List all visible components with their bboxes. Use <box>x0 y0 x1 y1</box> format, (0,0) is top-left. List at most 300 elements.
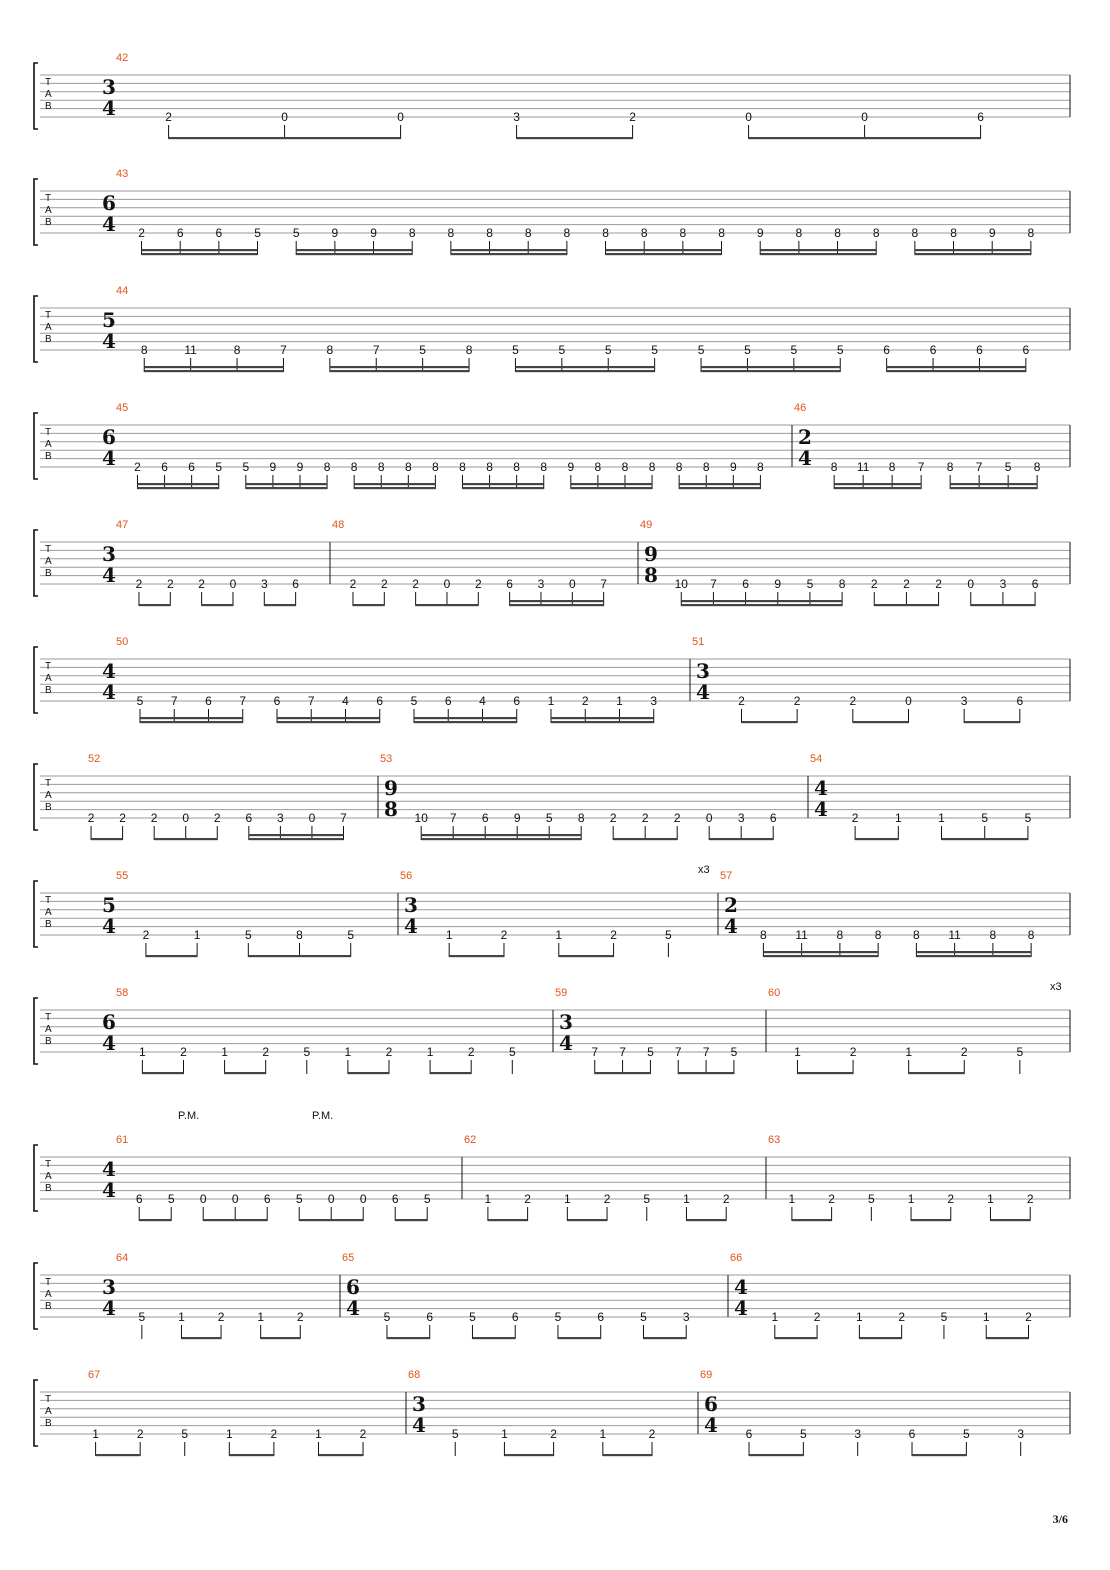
fret-number: 5 <box>697 343 705 357</box>
time-signature-top: 2 <box>798 425 812 449</box>
fret-number: 7 <box>600 577 607 591</box>
fret-number: 2 <box>738 694 745 708</box>
time-signature-top: 4 <box>814 776 828 800</box>
fret-number: 2 <box>119 811 126 825</box>
fret-number: 2 <box>870 577 878 591</box>
fret-number: 5 <box>604 343 612 357</box>
note-beam <box>261 1337 301 1339</box>
fret-number: 9 <box>567 460 575 474</box>
fret-number: 3 <box>960 694 968 708</box>
fret-number: 5 <box>138 1310 146 1324</box>
fret-number: 2 <box>722 1192 730 1206</box>
measure-number: 64 <box>116 1252 129 1264</box>
fret-number: 6 <box>215 226 223 240</box>
tab-clef-letter: T <box>45 427 52 438</box>
fret-number: 7 <box>702 1045 710 1059</box>
fret-number: 1 <box>555 928 563 942</box>
tab-clef-letter: B <box>45 802 52 813</box>
system-bracket <box>34 1145 38 1211</box>
fret-number: 9 <box>729 460 737 474</box>
measure-number: 57 <box>720 870 733 882</box>
fret-number: 7 <box>307 694 315 708</box>
fret-number: 5 <box>963 1427 970 1441</box>
tab-clef-letter: T <box>45 778 52 789</box>
fret-number: 1 <box>907 1192 915 1206</box>
fret-number: 2 <box>648 1427 656 1441</box>
fret-number: 5 <box>423 1192 431 1206</box>
fret-number: 5 <box>651 343 658 357</box>
time-signature-bottom: 4 <box>734 1296 748 1320</box>
note-beam <box>942 838 1028 840</box>
fret-number: 5 <box>167 1192 175 1206</box>
fret-number: 2 <box>947 1192 955 1206</box>
fret-number: 9 <box>331 226 339 240</box>
fret-number: 0 <box>861 110 868 124</box>
page-number: 3/6 <box>1052 1512 1068 1526</box>
tab-clef-letter: B <box>45 451 52 462</box>
note-beam <box>142 253 258 255</box>
note-beam <box>679 483 760 485</box>
fret-number: 8 <box>513 460 520 474</box>
fret-number: 6 <box>1031 577 1039 591</box>
tab-clef-letter: A <box>45 205 52 216</box>
measure-number: 46 <box>794 402 807 414</box>
fret-number: 1 <box>856 1310 863 1324</box>
time-signature-top: 3 <box>696 659 710 683</box>
note-beam <box>354 487 435 489</box>
note-beam <box>146 955 197 957</box>
tab-clef-letter: B <box>45 1183 52 1194</box>
fret-number: 3 <box>1017 1427 1025 1441</box>
note-beam <box>395 1219 427 1221</box>
measure-number: 61 <box>116 1134 129 1146</box>
fret-number: 2 <box>898 1310 906 1324</box>
measure-number: 44 <box>116 285 129 297</box>
fret-number: 5 <box>292 226 300 240</box>
fret-number: 5 <box>1004 460 1012 474</box>
tab-clef-letter: T <box>45 310 52 321</box>
note-beam <box>911 1219 951 1221</box>
fret-number: 1 <box>616 694 623 708</box>
fret-number: 5 <box>254 226 261 240</box>
note-beam <box>416 604 479 606</box>
tab-clef-letter: A <box>45 1024 52 1035</box>
fret-number: 8 <box>888 460 896 474</box>
tab-clef-letter: A <box>45 439 52 450</box>
fret-number: 2 <box>610 928 617 942</box>
note-beam <box>606 253 722 255</box>
note-beam <box>277 721 380 723</box>
measure-number: 60 <box>768 987 781 999</box>
fret-number: 5 <box>981 811 989 825</box>
note-beam <box>248 955 350 957</box>
fret-number: 7 <box>710 577 717 591</box>
fret-number: 6 <box>481 811 489 825</box>
system-bracket <box>34 413 38 479</box>
note-beam <box>603 1454 652 1456</box>
fret-number: 2 <box>135 577 143 591</box>
note-beam <box>421 838 581 840</box>
tab-clef-letter: T <box>45 1277 52 1288</box>
note-beam <box>643 1337 686 1339</box>
time-signature-top: 3 <box>102 542 116 566</box>
fret-number: 2 <box>270 1427 278 1441</box>
fret-number: 5 <box>545 811 553 825</box>
system-bracket <box>34 296 38 362</box>
note-beam <box>792 1219 832 1221</box>
note-beam <box>679 487 760 489</box>
fret-number: 6 <box>376 694 384 708</box>
tab-clef-letter: B <box>45 919 52 930</box>
fret-number: 5 <box>1024 811 1032 825</box>
fret-number: 8 <box>594 460 602 474</box>
fret-number: 6 <box>292 577 299 591</box>
fret-number: 6 <box>977 110 984 124</box>
note-beam <box>154 838 217 840</box>
note-beam <box>741 721 797 723</box>
note-beam <box>571 487 652 489</box>
note-beam <box>855 838 898 840</box>
measure-number: 48 <box>332 519 345 531</box>
fret-number: 1 <box>257 1310 265 1324</box>
fret-number: 7 <box>975 460 983 474</box>
note-beam <box>515 370 654 372</box>
note-beam <box>144 370 283 372</box>
note-beam <box>749 1454 803 1456</box>
fret-number: 8 <box>459 460 466 474</box>
note-beam <box>451 249 567 251</box>
note-beam <box>449 955 504 957</box>
fret-number: 1 <box>563 1192 571 1206</box>
note-beam <box>488 1219 528 1221</box>
fret-number: 8 <box>675 460 683 474</box>
fret-number: 8 <box>874 928 882 942</box>
note-beam <box>760 253 876 255</box>
fret-number: 5 <box>469 1310 476 1324</box>
fret-number: 8 <box>486 460 493 474</box>
time-signature-bottom: 8 <box>644 563 658 587</box>
note-beam <box>414 717 517 719</box>
fret-number: 5 <box>242 460 250 474</box>
fret-number: 6 <box>511 1310 519 1324</box>
fret-number: 7 <box>372 343 380 357</box>
fret-number: 3 <box>513 110 520 124</box>
fret-number: 1 <box>894 811 902 825</box>
note-beam <box>504 1454 553 1456</box>
tab-clef-letter: A <box>45 556 52 567</box>
fret-number: 5 <box>295 1192 303 1206</box>
note-beam <box>915 249 1031 251</box>
fret-number: 6 <box>135 1192 143 1206</box>
note-beam <box>91 838 123 840</box>
fret-number: 3 <box>737 811 745 825</box>
fret-number: 5 <box>836 343 844 357</box>
fret-number: 6 <box>205 694 212 708</box>
note-beam <box>606 249 722 251</box>
fret-number: 6 <box>513 694 521 708</box>
fret-number: 8 <box>838 577 846 591</box>
fret-number: 8 <box>950 226 957 240</box>
repeat-count: x3 <box>698 864 710 876</box>
fret-number: 2 <box>359 1427 367 1441</box>
note-beam <box>139 604 170 606</box>
note-beam <box>142 249 258 251</box>
fret-number: 5 <box>181 1427 189 1441</box>
note-beam <box>430 1072 471 1074</box>
fret-number: 8 <box>679 226 687 240</box>
note-beam <box>874 604 938 606</box>
note-beam <box>202 604 233 606</box>
note-beam <box>462 487 543 489</box>
fret-number: 8 <box>834 226 841 240</box>
time-signature-bottom: 4 <box>102 914 116 938</box>
fret-number: 6 <box>391 1192 399 1206</box>
fret-number: 8 <box>913 928 920 942</box>
time-signature-top: 6 <box>102 425 116 449</box>
fret-number: 5 <box>347 928 355 942</box>
fret-number: 8 <box>432 460 439 474</box>
fret-number: 10 <box>674 577 688 591</box>
fret-number: 8 <box>404 460 412 474</box>
fret-number: 7 <box>170 694 178 708</box>
fret-number: 7 <box>591 1045 599 1059</box>
fret-number: 1 <box>788 1192 796 1206</box>
fret-number: 5 <box>643 1192 651 1206</box>
note-beam <box>760 249 876 251</box>
fret-number: 6 <box>883 343 890 357</box>
fret-number: 10 <box>414 811 428 825</box>
note-beam <box>387 1337 430 1339</box>
note-beam <box>354 483 435 485</box>
fret-number: 5 <box>451 1427 459 1441</box>
time-signature-bottom: 4 <box>102 329 116 353</box>
fret-number: 8 <box>640 226 648 240</box>
fret-number: 0 <box>745 110 752 124</box>
fret-number: 8 <box>1033 460 1041 474</box>
note-beam <box>986 1337 1028 1339</box>
time-signature-top: 4 <box>102 1157 116 1181</box>
fret-number: 5 <box>303 1045 311 1059</box>
fret-number: 6 <box>1016 694 1024 708</box>
fret-number: 3 <box>682 1310 690 1324</box>
fret-number: 8 <box>1027 226 1035 240</box>
fret-number: 5 <box>867 1192 875 1206</box>
fret-number: 2 <box>849 694 857 708</box>
fret-number: 5 <box>558 343 566 357</box>
note-beam <box>96 1454 141 1456</box>
tab-clef-letter: T <box>45 661 52 672</box>
fret-number: 6 <box>426 1310 434 1324</box>
measure-number: 66 <box>730 1252 743 1264</box>
note-beam <box>144 366 283 368</box>
note-beam <box>834 487 921 489</box>
tab-clef-letter: B <box>45 1301 52 1312</box>
fret-number: 3 <box>650 694 658 708</box>
note-beam <box>551 721 654 723</box>
time-signature-top: 3 <box>412 1392 426 1416</box>
measure-number: 54 <box>810 753 823 765</box>
fret-number: 8 <box>326 343 334 357</box>
fret-number: 5 <box>744 343 751 357</box>
time-signature-bottom: 4 <box>814 797 828 821</box>
fret-number: 8 <box>408 226 416 240</box>
fret-number: 5 <box>640 1310 647 1324</box>
fret-number: 8 <box>621 460 629 474</box>
measure-number: 62 <box>464 1134 477 1146</box>
note-beam <box>887 370 1026 372</box>
note-beam <box>140 717 243 719</box>
fret-number: 8 <box>702 460 710 474</box>
note-beam <box>853 721 909 723</box>
measure-number: 68 <box>408 1369 421 1381</box>
fret-number: 5 <box>508 1045 516 1059</box>
note-beam <box>763 951 878 953</box>
time-signature-top: 6 <box>704 1392 718 1416</box>
fret-number: 2 <box>213 811 221 825</box>
fret-number: 5 <box>554 1310 562 1324</box>
tab-clef-letter: T <box>45 1159 52 1170</box>
note-beam <box>330 366 469 368</box>
note-beam <box>510 604 604 606</box>
fret-number: 5 <box>665 928 672 942</box>
fret-number: 2 <box>262 1045 270 1059</box>
note-beam <box>421 834 581 836</box>
note-beam <box>571 483 652 485</box>
fret-number: 5 <box>806 577 814 591</box>
fret-number: 2 <box>412 577 419 591</box>
fret-number: 5 <box>647 1045 654 1059</box>
fret-number: 0 <box>281 110 288 124</box>
time-signature-bottom: 4 <box>559 1031 573 1055</box>
measure-number: 51 <box>692 636 705 648</box>
tab-clef-letter: A <box>45 1289 52 1300</box>
note-beam <box>558 1337 601 1339</box>
fret-number: 7 <box>674 1045 682 1059</box>
fret-number: 0 <box>397 110 404 124</box>
fret-number: 2 <box>380 577 388 591</box>
fret-number: 2 <box>609 811 617 825</box>
time-signature-bottom: 4 <box>798 446 812 470</box>
time-signature-bottom: 4 <box>696 680 710 704</box>
note-beam <box>887 366 1026 368</box>
fret-number: 8 <box>836 928 844 942</box>
system-bracket <box>34 881 38 947</box>
fret-number: 11 <box>948 928 961 942</box>
note-beam <box>678 1072 734 1074</box>
note-beam <box>950 483 1037 485</box>
fret-number: 6 <box>273 694 281 708</box>
fret-number: 6 <box>742 577 749 591</box>
fret-number: 2 <box>1026 1192 1034 1206</box>
fret-number: 1 <box>987 1192 994 1206</box>
note-beam <box>277 717 380 719</box>
measure-number: 50 <box>116 636 129 648</box>
tab-clef-letter: B <box>45 101 52 112</box>
time-signature-top: 4 <box>102 659 116 683</box>
fret-number: 0 <box>199 1192 207 1206</box>
measure-number: 43 <box>116 168 129 180</box>
fret-number: 0 <box>967 577 975 591</box>
tab-clef-letter: B <box>45 217 52 228</box>
fret-number: 8 <box>760 928 767 942</box>
fret-number: 0 <box>359 1192 367 1206</box>
fret-number: 9 <box>370 226 377 240</box>
fret-number: 5 <box>512 343 519 357</box>
fret-number: 2 <box>935 577 942 591</box>
fret-number: 3 <box>260 577 268 591</box>
time-signature-top: 4 <box>734 1275 748 1299</box>
fret-number: 5 <box>1016 1045 1024 1059</box>
fret-number: 1 <box>547 694 555 708</box>
fret-number: 2 <box>603 1192 611 1206</box>
note-beam <box>299 1219 363 1221</box>
fret-number: 8 <box>563 226 571 240</box>
fret-number: 4 <box>479 694 486 708</box>
note-beam <box>203 1219 267 1221</box>
fret-number: 2 <box>296 1310 304 1324</box>
tab-clef-letter: T <box>45 1012 52 1023</box>
fret-number: 2 <box>165 110 172 124</box>
note-beam <box>229 1454 274 1456</box>
fret-number: 6 <box>745 1427 753 1441</box>
fret-number: 5 <box>419 343 426 357</box>
fret-number: 8 <box>795 226 803 240</box>
fret-number: 5 <box>800 1427 807 1441</box>
measure-number: 47 <box>116 519 129 531</box>
tab-clef-letter: T <box>45 77 52 88</box>
note-beam <box>451 253 567 255</box>
note-beam <box>775 1337 817 1339</box>
tab-clef-letter: A <box>45 1406 52 1417</box>
fret-number: 2 <box>217 1310 225 1324</box>
time-signature-bottom: 4 <box>102 1178 116 1202</box>
tab-clef-letter: T <box>45 544 52 555</box>
note-beam <box>264 604 295 606</box>
fret-number: 8 <box>872 226 880 240</box>
time-signature-top: 2 <box>724 893 738 917</box>
time-signature-bottom: 4 <box>704 1413 718 1437</box>
note-beam <box>686 1219 726 1221</box>
fret-number: 5 <box>215 460 223 474</box>
fret-number: 2 <box>960 1045 968 1059</box>
note-beam <box>559 955 614 957</box>
fret-number: 6 <box>1022 343 1030 357</box>
fret-number: 1 <box>445 928 453 942</box>
note-beam <box>169 137 401 139</box>
system-bracket <box>34 530 38 596</box>
note-beam <box>916 951 1031 953</box>
fret-number: 11 <box>184 343 197 357</box>
fret-number: 2 <box>849 1045 857 1059</box>
fret-number: 7 <box>280 343 287 357</box>
fret-number: 5 <box>136 694 144 708</box>
note-beam <box>246 487 327 489</box>
fret-number: 8 <box>350 460 358 474</box>
fret-number: 2 <box>641 811 649 825</box>
note-beam <box>414 721 517 723</box>
note-beam <box>567 1219 607 1221</box>
note-beam <box>330 370 469 372</box>
fret-number: 6 <box>161 460 168 474</box>
tab-clef-letter: T <box>45 1394 52 1405</box>
system-bracket <box>34 647 38 713</box>
fret-number: 8 <box>233 343 241 357</box>
fret-number: 6 <box>976 343 983 357</box>
fret-number: 2 <box>198 577 205 591</box>
measure-number: 45 <box>116 402 129 414</box>
fret-number: 2 <box>903 577 910 591</box>
fret-number: 2 <box>500 928 508 942</box>
